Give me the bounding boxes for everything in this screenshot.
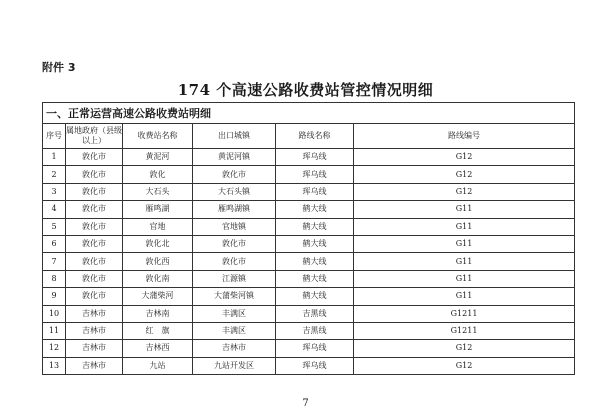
cell-station: 九站 — [123, 357, 193, 374]
cell-station: 敦化西 — [123, 253, 193, 270]
cell-route-name: 吉黑线 — [276, 305, 354, 322]
cell-station: 敦化 — [123, 166, 193, 183]
cell-government: 吉林市 — [66, 305, 123, 322]
cell-route-name: 珲乌线 — [276, 357, 354, 374]
cell-exit-town: 吉林市 — [193, 340, 276, 357]
cell-route-name: 鹤大线 — [276, 288, 354, 305]
cell-route-code: G11 — [354, 235, 575, 252]
cell-route-name: 鹤大线 — [276, 270, 354, 287]
col-header-government-text: 属地政府（县级以上） — [66, 126, 122, 145]
cell-route-name: 鹤大线 — [276, 253, 354, 270]
cell-government: 吉林市 — [66, 322, 123, 339]
cell-government: 吉林市 — [66, 357, 123, 374]
cell-station: 敦化北 — [123, 235, 193, 252]
cell-station: 吉林南 — [123, 305, 193, 322]
table-row — [43, 288, 575, 305]
table-row — [43, 270, 575, 287]
cell-government: 敦化市 — [66, 253, 123, 270]
attachment-label: 附件 3 — [42, 61, 76, 74]
cell-exit-town: 官地镇 — [193, 218, 276, 235]
cell-index: 1 — [43, 149, 66, 166]
cell-route-name: 珲乌线 — [276, 149, 354, 166]
cell-index: 2 — [43, 166, 66, 183]
table-row — [43, 201, 575, 218]
table-row — [43, 149, 575, 166]
toll-station-table — [42, 102, 575, 375]
table-row — [43, 235, 575, 252]
cell-route-code: G12 — [354, 149, 575, 166]
col-header-route-code: 路线编号 — [354, 124, 575, 149]
cell-route-code: G12 — [354, 340, 575, 357]
cell-government: 敦化市 — [66, 166, 123, 183]
col-header-exit-town: 出口城镇 — [193, 124, 276, 149]
table-row — [43, 253, 575, 270]
cell-index: 10 — [43, 305, 66, 322]
cell-government: 敦化市 — [66, 183, 123, 200]
col-header-government — [66, 124, 123, 149]
col-header-station: 收费站名称 — [123, 124, 193, 149]
cell-index: 5 — [43, 218, 66, 235]
cell-station: 敦化南 — [123, 270, 193, 287]
cell-station: 大石头 — [123, 183, 193, 200]
cell-station: 官地 — [123, 218, 193, 235]
cell-index: 7 — [43, 253, 66, 270]
section-row — [43, 103, 575, 124]
cell-route-name: 鹤大线 — [276, 201, 354, 218]
cell-index: 12 — [43, 340, 66, 357]
section-title: 一、正常运营高速公路收费站明细 — [43, 103, 575, 124]
cell-exit-town: 九站开发区 — [193, 357, 276, 374]
cell-exit-town: 江源镇 — [193, 270, 276, 287]
cell-station: 红 旗 — [123, 322, 193, 339]
cell-exit-town: 大蒲柴河镇 — [193, 288, 276, 305]
cell-route-code: G11 — [354, 270, 575, 287]
cell-route-name: 珲乌线 — [276, 340, 354, 357]
cell-government: 吉林市 — [66, 340, 123, 357]
cell-index: 6 — [43, 235, 66, 252]
table-row — [43, 183, 575, 200]
cell-route-code: G11 — [354, 253, 575, 270]
cell-index: 8 — [43, 270, 66, 287]
cell-government: 敦化市 — [66, 235, 123, 252]
cell-station: 黄泥河 — [123, 149, 193, 166]
cell-government: 敦化市 — [66, 288, 123, 305]
cell-station: 雁鸣湖 — [123, 201, 193, 218]
table-row — [43, 166, 575, 183]
cell-government: 敦化市 — [66, 218, 123, 235]
cell-route-code: G12 — [354, 183, 575, 200]
table-container — [42, 102, 574, 375]
table-row — [43, 305, 575, 322]
page-number: 7 — [302, 398, 309, 409]
col-header-index: 序号 — [43, 124, 66, 149]
cell-index: 13 — [43, 357, 66, 374]
cell-index: 3 — [43, 183, 66, 200]
document-title: 174 个高速公路收费站管控情况明细 — [177, 81, 434, 99]
cell-route-code: G11 — [354, 288, 575, 305]
header-row — [43, 124, 575, 149]
cell-station: 大蒲柴河 — [123, 288, 193, 305]
cell-exit-town: 敦化市 — [193, 235, 276, 252]
cell-government: 敦化市 — [66, 270, 123, 287]
cell-route-code: G12 — [354, 166, 575, 183]
table-row — [43, 357, 575, 374]
cell-route-code: G11 — [354, 201, 575, 218]
cell-route-name: 珲乌线 — [276, 166, 354, 183]
table-row — [43, 340, 575, 357]
cell-index: 11 — [43, 322, 66, 339]
cell-route-name: 鹤大线 — [276, 218, 354, 235]
table-row — [43, 322, 575, 339]
cell-route-code: G11 — [354, 218, 575, 235]
table-row — [43, 218, 575, 235]
cell-index: 4 — [43, 201, 66, 218]
cell-route-code: G12 — [354, 357, 575, 374]
cell-exit-town: 敦化市 — [193, 166, 276, 183]
cell-route-name: 鹤大线 — [276, 235, 354, 252]
cell-exit-town: 雁鸣湖镇 — [193, 201, 276, 218]
cell-exit-town: 丰满区 — [193, 322, 276, 339]
cell-government: 敦化市 — [66, 149, 123, 166]
col-header-route-name: 路线名称 — [276, 124, 354, 149]
cell-route-name: 吉黑线 — [276, 322, 354, 339]
cell-government: 敦化市 — [66, 201, 123, 218]
cell-route-code: G1211 — [354, 322, 575, 339]
cell-index: 9 — [43, 288, 66, 305]
cell-route-name: 珲乌线 — [276, 183, 354, 200]
cell-exit-town: 敦化市 — [193, 253, 276, 270]
cell-station: 吉林西 — [123, 340, 193, 357]
cell-route-code: G1211 — [354, 305, 575, 322]
cell-exit-town: 丰满区 — [193, 305, 276, 322]
cell-exit-town: 大石头镇 — [193, 183, 276, 200]
cell-exit-town: 黄泥河镇 — [193, 149, 276, 166]
